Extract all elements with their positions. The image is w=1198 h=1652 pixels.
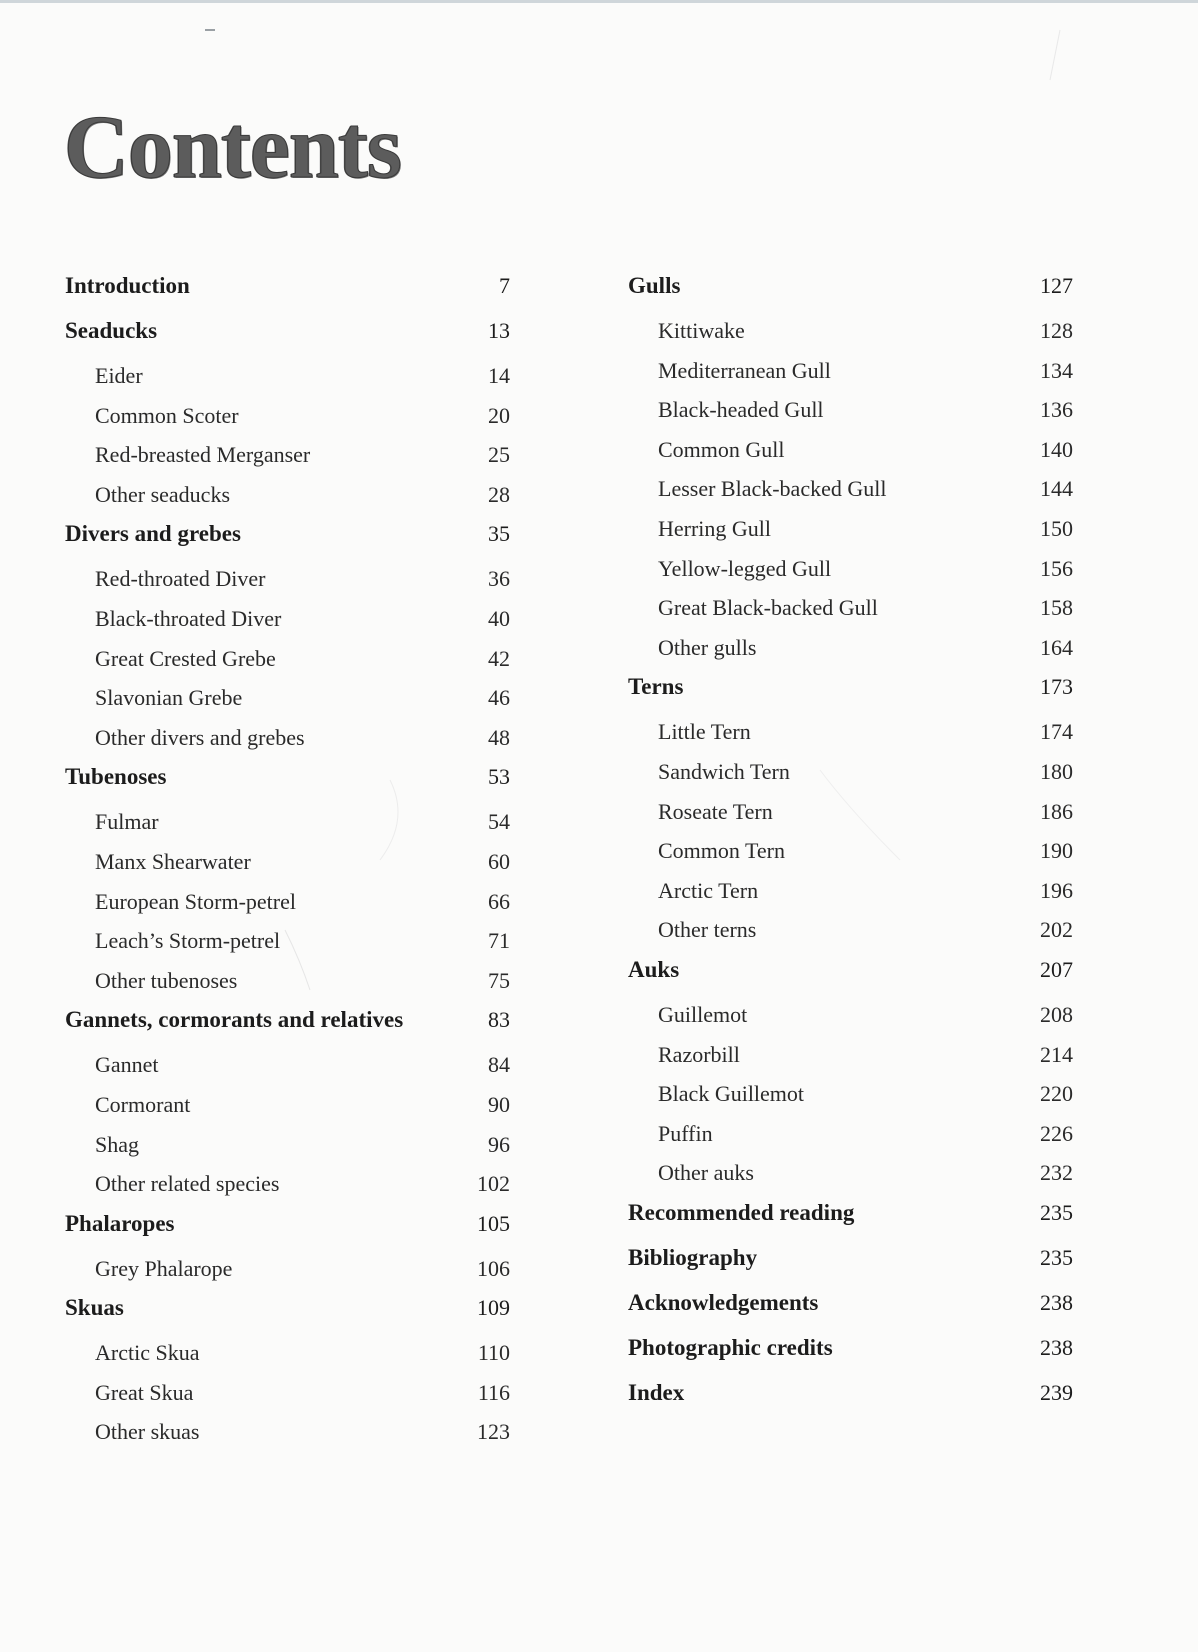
toc-entry-label: Yellow-legged Gull: [658, 555, 832, 581]
toc-entry-label: Introduction: [65, 273, 190, 298]
toc-item-row[interactable]: [628, 716, 1073, 756]
toc-item-row[interactable]: [628, 434, 1073, 474]
toc-item-row[interactable]: [65, 722, 510, 762]
toc-entry-label: Herring Gull: [658, 515, 772, 541]
toc-page-number: 123: [477, 1419, 510, 1445]
toc-page-number: 28: [488, 481, 510, 507]
toc-page-number: 235: [1040, 1199, 1073, 1225]
toc-item-row[interactable]: [65, 925, 510, 965]
toc-page-number: 53: [488, 764, 510, 790]
toc-section-row[interactable]: [65, 761, 510, 806]
toc-page-number: 158: [1040, 595, 1073, 621]
toc-entry-label: Black-throated Diver: [95, 605, 282, 631]
toc-section-row[interactable]: [628, 671, 1073, 716]
toc-entry-label: Manx Shearwater: [95, 848, 251, 874]
toc-page-number: 190: [1040, 838, 1073, 864]
toc-entry-label: Other gulls: [658, 634, 757, 660]
toc-entry-label: Gannet: [95, 1052, 159, 1078]
toc-entry-label: Razorbill: [658, 1041, 740, 1067]
toc-item-row[interactable]: [65, 643, 510, 683]
toc-page-number: 35: [488, 521, 510, 547]
toc-entry-label: Skuas: [65, 1295, 124, 1321]
toc-entry-label: Bibliography: [628, 1244, 758, 1270]
toc-section-row[interactable]: [65, 518, 510, 563]
toc-entry-label: Mediterranean Gull: [658, 357, 831, 383]
toc-page-number: 105: [477, 1210, 510, 1236]
toc-page-number: 48: [488, 724, 510, 750]
toc-page-number: 14: [488, 363, 510, 388]
toc-page-number: 136: [1040, 397, 1073, 423]
toc-entry-label: Seaducks: [65, 318, 158, 343]
toc-page-number: 232: [1040, 1160, 1073, 1186]
toc-entry-label: Grey Phalarope: [95, 1255, 233, 1281]
toc-item-row[interactable]: [628, 914, 1073, 954]
toc-page-number: 134: [1040, 357, 1073, 383]
toc-page-number: 36: [488, 566, 510, 592]
toc-page-number: 116: [477, 1379, 510, 1405]
toc-page-number: 109: [477, 1295, 510, 1321]
toc-page-number: 25: [488, 442, 510, 468]
toc-entry-label: Shag: [95, 1131, 139, 1157]
toc-item-row[interactable]: [65, 886, 510, 926]
toc-page-number: 150: [1040, 515, 1073, 541]
toc-page-number: 239: [1040, 1379, 1073, 1405]
toc-entry-label: Common Tern: [658, 838, 785, 864]
toc-item-row[interactable]: [65, 1168, 510, 1208]
toc-entry-label: Black-headed Gull: [658, 397, 824, 423]
toc-entry-label: Lesser Black-backed Gull: [658, 476, 887, 502]
toc-page-number: 60: [488, 848, 510, 874]
toc-item-row[interactable]: [628, 1157, 1073, 1197]
toc-entry-label: Great Black-backed Gull: [658, 595, 878, 621]
toc-item-row[interactable]: [65, 360, 510, 400]
toc-entry-label: Arctic Tern: [658, 877, 759, 903]
toc-item-row[interactable]: [65, 439, 510, 479]
toc-entry-label: Leach’s Storm-petrel: [95, 928, 281, 954]
toc-entry-label: Little Tern: [658, 719, 751, 745]
toc-item-row[interactable]: [628, 1039, 1073, 1079]
toc-section-row[interactable]: [65, 1208, 510, 1253]
toc-item-row[interactable]: [65, 846, 510, 886]
toc-section-row[interactable]: [628, 1377, 1073, 1422]
toc-page-number: 46: [488, 685, 510, 711]
toc-item-row[interactable]: [628, 473, 1073, 513]
toc-entry-label: Other seaducks: [95, 481, 231, 507]
toc-section-row[interactable]: [65, 315, 510, 360]
toc-item-row[interactable]: [628, 875, 1073, 915]
toc-page-number: 102: [477, 1171, 510, 1197]
toc-entry-label: Gannets, cormorants and relatives: [65, 1007, 404, 1033]
toc-page-number: 186: [1040, 798, 1073, 824]
toc-entry-label: Other tubenoses: [95, 967, 238, 993]
toc-section-row[interactable]: [628, 1242, 1073, 1287]
toc-item-row[interactable]: [65, 1129, 510, 1169]
toc-entry-label: Other auks: [658, 1160, 754, 1186]
toc-page-number: 83: [488, 1007, 510, 1033]
toc-item-row[interactable]: [65, 1416, 510, 1456]
toc-entry-label: European Storm-petrel: [95, 888, 296, 914]
toc-item-row[interactable]: [65, 682, 510, 722]
toc-page-number: 42: [488, 645, 510, 671]
toc-section-row[interactable]: [65, 1004, 510, 1049]
toc-page-number: 71: [488, 928, 510, 954]
toc-entry-label: Great Crested Grebe: [95, 645, 276, 671]
toc-item-row[interactable]: [65, 1253, 510, 1293]
toc-page-number: 164: [1040, 634, 1073, 660]
toc-entry-label: Other related species: [95, 1171, 280, 1197]
toc-page-number: 20: [488, 402, 510, 428]
toc-entry-label: Eider: [95, 363, 143, 388]
toc-entry-label: Divers and grebes: [65, 521, 241, 547]
toc-item-row[interactable]: [628, 355, 1073, 395]
toc-page-number: 174: [1040, 719, 1073, 745]
toc-entry-label: Red-breasted Merganser: [95, 442, 311, 468]
toc-item-row[interactable]: [628, 513, 1073, 553]
toc-entry-label: Red-throated Diver: [95, 566, 266, 592]
toc-page-number: 110: [477, 1340, 510, 1366]
toc-entry-label: Terns: [628, 674, 684, 700]
toc-entry-label: Arctic Skua: [95, 1340, 200, 1366]
toc-entry-label: Phalaropes: [65, 1210, 175, 1236]
toc-item-row[interactable]: [65, 965, 510, 1005]
toc-item-row[interactable]: [628, 394, 1073, 434]
toc-item-row[interactable]: [65, 603, 510, 643]
toc-right-column: [628, 270, 1073, 1422]
toc-entry-label: Common Scoter: [95, 402, 239, 428]
toc-entry-label: Fulmar: [95, 809, 159, 835]
toc-page-number: 214: [1040, 1041, 1073, 1067]
toc-entry-label: Slavonian Grebe: [95, 685, 243, 711]
toc-entry-label: Recommended reading: [628, 1199, 855, 1225]
toc-page-number: 90: [488, 1091, 510, 1117]
toc-page-number: 84: [488, 1052, 510, 1078]
toc-entry-label: Common Gull: [658, 436, 785, 462]
toc-page-number: 238: [1040, 1334, 1073, 1360]
toc-entry-label: Black Guillemot: [658, 1081, 805, 1107]
toc-left-column: [65, 270, 510, 1456]
toc-page-number: 173: [1040, 674, 1073, 700]
toc-section-row[interactable]: [628, 954, 1073, 999]
toc-page-number: 144: [1040, 476, 1073, 502]
toc-item-row[interactable]: [628, 592, 1073, 632]
toc-page-number: 208: [1040, 1001, 1073, 1027]
toc-item-row[interactable]: [65, 1377, 510, 1417]
toc-item-row[interactable]: [628, 835, 1073, 875]
toc-page-number: 13: [488, 318, 510, 343]
toc-entry-label: Sandwich Tern: [658, 758, 790, 784]
toc-page-number: 156: [1040, 555, 1073, 581]
toc-item-row[interactable]: [628, 1078, 1073, 1118]
toc-page-number: 127: [1040, 273, 1073, 298]
toc-entry-label: Other terns: [658, 917, 757, 943]
toc-page-number: 202: [1040, 917, 1073, 943]
toc-entry-label: Index: [628, 1379, 685, 1405]
toc-page-number: 128: [1040, 318, 1073, 343]
toc-entry-label: Cormorant: [95, 1091, 191, 1117]
toc-item-row[interactable]: [628, 1118, 1073, 1158]
toc-page-number: 66: [488, 888, 510, 914]
toc-entry-label: Gulls: [628, 273, 681, 298]
toc-page-number: 54: [488, 809, 510, 835]
toc-section-row[interactable]: [65, 1292, 510, 1337]
toc-section-row[interactable]: [628, 1197, 1073, 1242]
toc-entry-label: Great Skua: [95, 1379, 194, 1405]
toc-entry-label: Tubenoses: [65, 764, 167, 790]
toc-page-number: 106: [477, 1255, 510, 1281]
toc-entry-label: Guillemot: [658, 1001, 748, 1027]
toc-entry-label: Puffin: [658, 1120, 713, 1146]
page-top-edge: [0, 0, 1198, 3]
toc-entry-label: Auks: [628, 956, 680, 982]
toc-entry-label: Acknowledgements: [628, 1289, 819, 1315]
page-title: Contents: [64, 98, 402, 197]
toc-page-number: 40: [488, 605, 510, 631]
toc-item-row[interactable]: [65, 806, 510, 846]
toc-page-number: 96: [488, 1131, 510, 1157]
toc-item-row[interactable]: [628, 796, 1073, 836]
toc-item-row[interactable]: [65, 1089, 510, 1129]
toc-item-row[interactable]: [65, 1049, 510, 1089]
toc-section-row[interactable]: [628, 1287, 1073, 1332]
toc-entry-label: Photographic credits: [628, 1334, 833, 1360]
toc-item-row[interactable]: [65, 1337, 510, 1377]
toc-entry-label: Other skuas: [95, 1419, 200, 1445]
toc-item-row[interactable]: [65, 400, 510, 440]
toc-item-row[interactable]: [65, 563, 510, 603]
toc-section-row[interactable]: [628, 270, 1073, 315]
toc-page-number: 238: [1040, 1289, 1073, 1315]
toc-page-number: 235: [1040, 1244, 1073, 1270]
toc-page-number: 140: [1040, 436, 1073, 462]
toc-item-row[interactable]: [628, 315, 1073, 355]
toc-item-row[interactable]: [65, 479, 510, 519]
toc-item-row[interactable]: [628, 553, 1073, 593]
toc-entry-label: Roseate Tern: [658, 798, 773, 824]
toc-item-row[interactable]: [628, 999, 1073, 1039]
toc-page-number: 75: [488, 967, 510, 993]
toc-item-row[interactable]: [628, 756, 1073, 796]
toc-page-number: 226: [1040, 1120, 1073, 1146]
toc-page-number: 220: [1040, 1081, 1073, 1107]
toc-page-number: 7: [499, 273, 510, 298]
toc-page-number: 207: [1040, 956, 1073, 982]
toc-entry-label: Kittiwake: [658, 318, 745, 343]
toc-page-number: 180: [1040, 758, 1073, 784]
toc-section-row[interactable]: [628, 1332, 1073, 1377]
toc-item-row[interactable]: [628, 632, 1073, 672]
toc-entry-label: Other divers and grebes: [95, 724, 305, 750]
toc-section-row[interactable]: [65, 270, 510, 315]
toc-page-number: 196: [1040, 877, 1073, 903]
